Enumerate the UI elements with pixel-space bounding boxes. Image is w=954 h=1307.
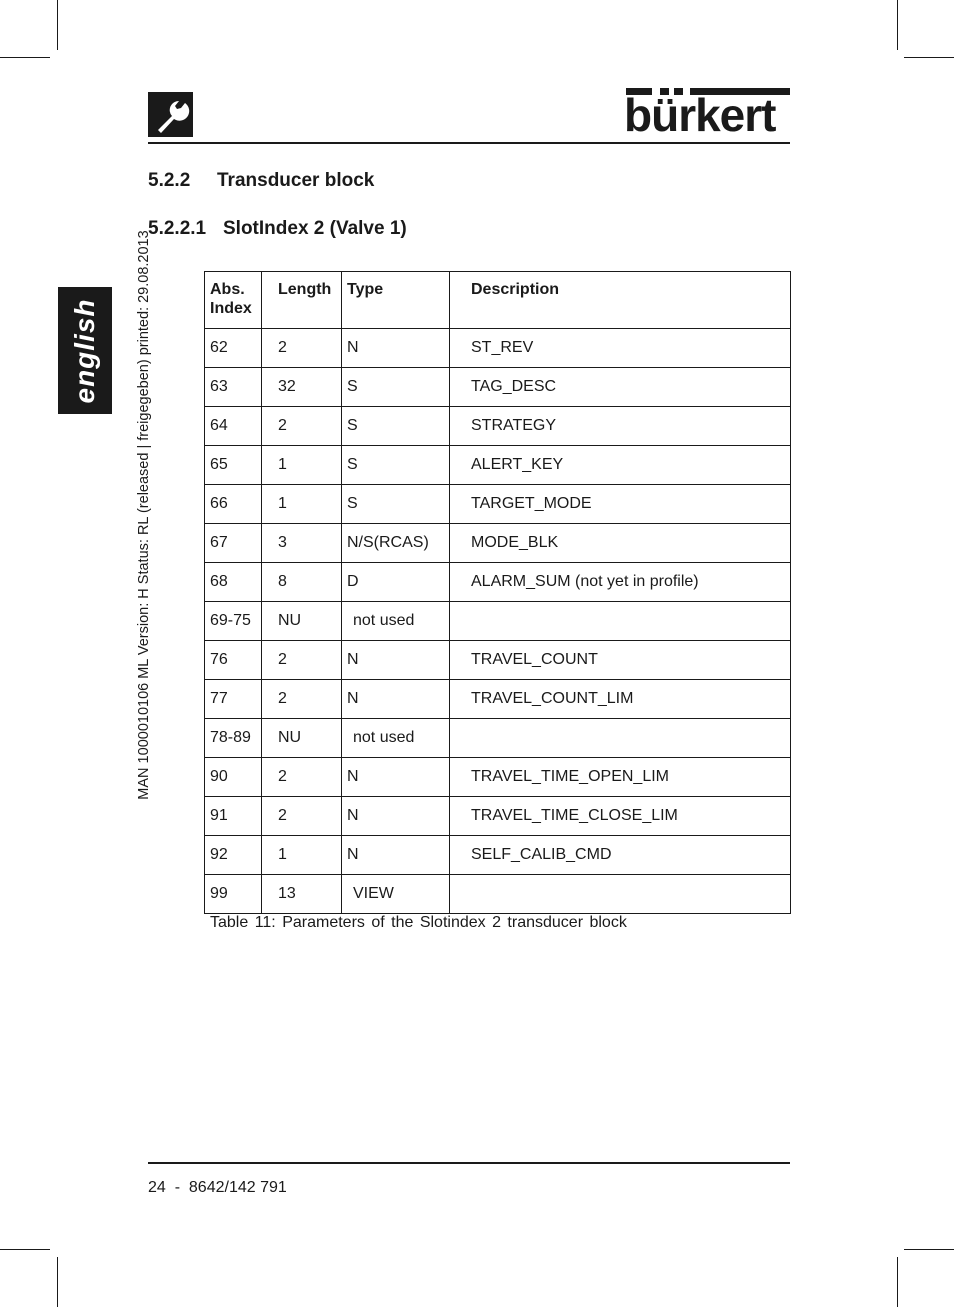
crop-mark [57,0,58,50]
subsection-number: 5.2.2.1 [148,218,207,239]
section-title: Transducer block [217,170,375,191]
cell-description: TRAVEL_TIME_OPEN_LIM [450,758,791,797]
table-row [205,680,791,719]
cell-length: 2 [262,407,342,446]
page-footer [148,1179,287,1197]
header-length: Length [262,272,342,329]
cell-abs-index: 69-75 [205,602,262,641]
cell-type: VIEW [353,885,394,902]
table-row [205,719,791,758]
table-row [205,524,791,563]
cell-type: N [342,641,450,680]
language-label: english [69,297,100,404]
table-row [205,641,791,680]
cell-length: 1 [262,836,342,875]
cell-length: 8 [262,563,342,602]
crop-mark [904,1249,954,1250]
cell-description [450,875,791,914]
cell-description: ALARM_SUM (not yet in profile) [450,563,791,602]
cell-abs-index: 91 [205,797,262,836]
crop-mark [0,1249,50,1250]
wrench-icon [148,92,193,137]
document-meta: MAN 1000010106 ML Version: H Status: RL (released | freigegeben) printed: 29.08.2013 [136,230,152,800]
header-rule [148,142,790,144]
cell-description: TARGET_MODE [450,485,791,524]
cell-abs-index: 76 [205,641,262,680]
cell-description: TRAVEL_COUNT [450,641,791,680]
cell-description: ST_REV [450,329,791,368]
cell-length: 3 [262,524,342,563]
cell-abs-index: 64 [205,407,262,446]
cell-type: N [342,758,450,797]
cell-length: 2 [262,329,342,368]
page-number: 24 [148,1179,166,1196]
cell-abs-index: 67 [205,524,262,563]
cell-abs-index: 66 [205,485,262,524]
language-tab [58,287,112,414]
cell-abs-index: 68 [205,563,262,602]
cell-abs-index: 92 [205,836,262,875]
cell-description: TRAVEL_COUNT_LIM [450,680,791,719]
table-row [205,875,791,914]
table-row [205,446,791,485]
cell-description: TAG_DESC [450,368,791,407]
cell-type: S [342,446,450,485]
crop-mark [904,57,954,58]
crop-mark [0,57,50,58]
cell-description: TRAVEL_TIME_CLOSE_LIM [450,797,791,836]
table-row [205,368,791,407]
section-number: 5.2.2 [148,170,191,191]
cell-length: 1 [262,485,342,524]
header-type: Type [342,272,450,329]
cell-type: N [342,836,450,875]
cell-length: 13 [262,875,342,914]
cell-description: STRATEGY [450,407,791,446]
cell-type: not used [353,612,415,629]
cell-type: N [342,329,450,368]
crop-mark [897,1257,898,1307]
table-row [205,563,791,602]
section-heading [148,170,374,192]
cell-description: SELF_CALIB_CMD [450,836,791,875]
table-row [205,407,791,446]
crop-mark [57,1257,58,1307]
cell-description: MODE_BLK [450,524,791,563]
footer-rule [148,1162,790,1164]
table-row [205,797,791,836]
table-row [205,485,791,524]
brand-name: bürkert [624,89,776,141]
cell-abs-index: 99 [205,875,262,914]
table-header-row [205,272,791,329]
cell-abs-index: 90 [205,758,262,797]
cell-length: NU [262,602,342,641]
crop-mark [897,0,898,50]
cell-type: S [342,485,450,524]
cell-length: 2 [262,680,342,719]
header-description: Description [450,272,791,329]
cell-description [450,719,791,758]
cell-length: 2 [262,758,342,797]
header-abs-index: Abs. Index [205,272,262,329]
cell-description: ALERT_KEY [450,446,791,485]
document-number: 8642/142 791 [188,1179,287,1196]
cell-type: N [342,680,450,719]
cell-length: 2 [262,641,342,680]
cell-length: 2 [262,797,342,836]
table-row [205,758,791,797]
subsection-title: SlotIndex 2 (Valve 1) [223,218,407,239]
cell-type: S [342,407,450,446]
cell-length: 1 [262,446,342,485]
cell-type: D [342,563,450,602]
cell-type: N/S(RCAS) [342,524,450,563]
table-row [205,329,791,368]
footer-separator: - [174,1179,181,1196]
brand-logo [624,88,792,140]
cell-type: not used [353,729,415,746]
table-row [205,836,791,875]
cell-type: N [342,797,450,836]
parameters-table [204,271,791,914]
cell-abs-index: 78-89 [205,719,262,758]
table-row [205,602,791,641]
cell-description [450,602,791,641]
cell-abs-index: 62 [205,329,262,368]
cell-abs-index: 63 [205,368,262,407]
cell-length: 32 [262,368,342,407]
cell-length: NU [262,719,342,758]
cell-abs-index: 77 [205,680,262,719]
cell-type: S [342,368,450,407]
table-caption: Table 11: Parameters of the Slotindex 2 transducer block [210,914,627,931]
cell-abs-index: 65 [205,446,262,485]
subsection-heading [148,218,407,240]
